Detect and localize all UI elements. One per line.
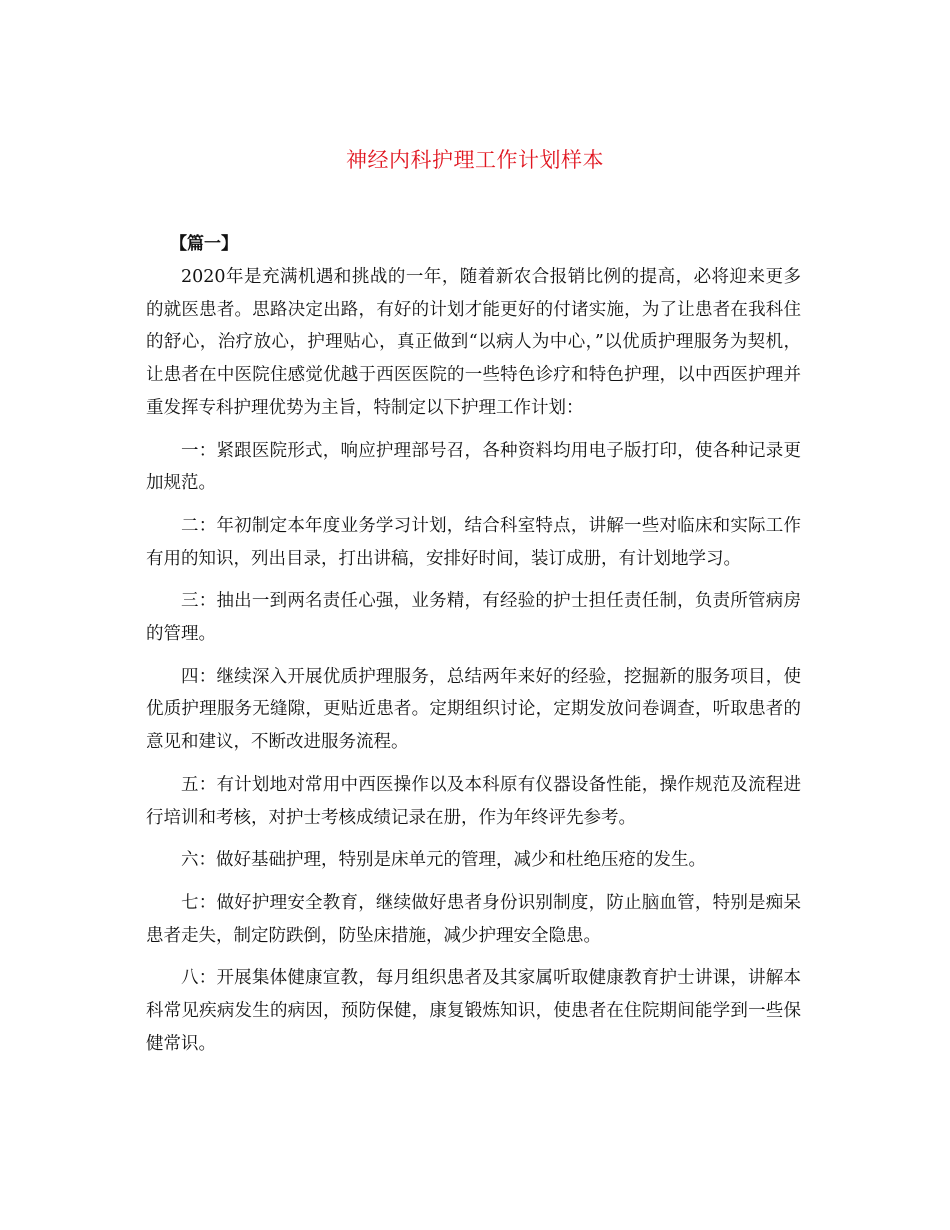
document-body xyxy=(146,261,801,1060)
section-label: 【篇一】 xyxy=(170,234,238,254)
plan-item-2: 二：年初制定本年度业务学习计划，结合科室特点，讲解一些对临床和实际工作有用的知识，列出目录，打出讲稿，安排好时间，装订成册，有计划地学习。 xyxy=(146,515,801,569)
plan-item-3: 三：抽出一到两名责任心强，业务精，有经验的护士担任责任制，负责所管病房的管理。 xyxy=(146,591,801,645)
plan-item-7: 七：做好护理安全教育，继续做好患者身份识别制度，防止脑血管，特别是痴呆患者走失，制定防跌倒，防坠床措施，减少护理安全隐患。 xyxy=(146,892,801,946)
plan-item-6: 六：做好基础护理，特别是床单元的管理，减少和杜绝压疮的发生。 xyxy=(181,850,706,871)
plan-item-5: 五：有计划地对常用中西医操作以及本科原有仪器设备性能，操作规范及流程进行培训和考核，对护士考核成绩记录在册，作为年终评先参考。 xyxy=(146,774,801,828)
plan-item-1: 一：紧跟医院形式，响应护理部号召，各种资料均用电子版打印，使各种记录更加规范。 xyxy=(146,440,801,494)
plan-item-4: 四：继续深入开展优质护理服务，总结两年来好的经验，挖掘新的服务项目，使优质护理服务无缝隙，更贴近患者。定期组织讨论，定期发放问卷调查，听取患者的意见和建议，不断改进服务流程。 xyxy=(146,666,801,753)
intro-paragraph: 2020年是充满机遇和挑战的一年，随着新农合报销比例的提高，必将迎来更多的就医患者。思路决定出路，有好的计划才能更好的付诸实施，为了让患者在我科住的舒心，治疗放心，护理贴心，真正做到“以病人为中心，”以优质护理服务为契机，让患者在中医院住感觉优越于西医医院的一些特色诊疗和特色护理，以中西医护理并重发挥专科护理优势为主旨，特制定以下护理工作计划： xyxy=(146,267,801,418)
plan-item-8: 八：开展集体健康宣教，每月组织患者及其家属听取健康教育护士讲课，讲解本科常见疾病发生的病因，预防保健，康复锻炼知识，使患者在住院期间能学到一些保健常识。 xyxy=(146,968,801,1054)
document-title: 神经内科护理工作计划样本 xyxy=(346,148,604,172)
